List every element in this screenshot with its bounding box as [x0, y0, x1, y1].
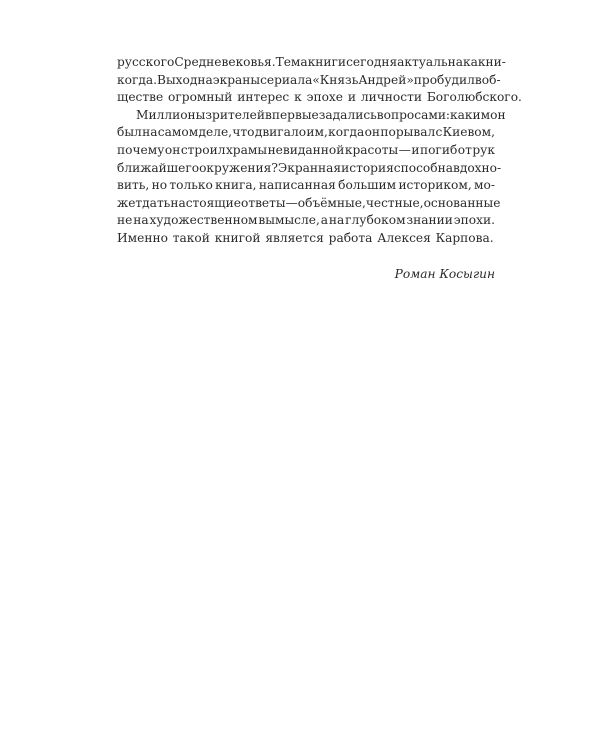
word: Андрей» — [358, 72, 414, 87]
word: на — [197, 72, 213, 87]
word: ответы — [240, 195, 286, 210]
word: когда. — [117, 72, 157, 87]
author-signature: Роман Косыгин — [394, 267, 495, 281]
word: вопросами: — [376, 107, 451, 122]
word: порывал — [380, 125, 436, 140]
word: сегодня — [346, 55, 398, 69]
word: вить, — [117, 178, 150, 193]
word: погиб — [419, 142, 458, 157]
word: и — [411, 142, 420, 157]
word: вдохно- — [452, 160, 502, 175]
word: история — [341, 160, 394, 175]
word: сериала — [260, 72, 313, 87]
word: что — [232, 125, 255, 140]
text-line — [117, 160, 502, 178]
word: он — [364, 125, 381, 140]
word: не — [117, 213, 133, 228]
text-line — [117, 212, 495, 230]
word: двигало — [254, 125, 307, 140]
word: невиданной — [267, 142, 345, 157]
word: Миллионы — [136, 107, 206, 122]
word: пробудил — [413, 72, 475, 87]
text-line — [117, 142, 495, 160]
word: деле, — [198, 125, 233, 140]
text-line — [117, 230, 495, 248]
word: от — [457, 142, 472, 157]
word: он — [490, 107, 506, 122]
word: экраны — [212, 72, 261, 87]
word: ни- — [485, 55, 506, 69]
word: был — [117, 125, 142, 140]
text-line — [117, 89, 522, 107]
body-text — [117, 54, 522, 248]
word: объёмные, — [297, 195, 366, 210]
word: Выход — [156, 72, 198, 87]
word: самом — [157, 125, 199, 140]
word: впервые — [264, 107, 319, 122]
paragraph-2 — [117, 107, 506, 248]
word: честные, — [365, 195, 424, 210]
word: основанные — [423, 195, 501, 210]
word: способна — [393, 160, 453, 175]
word: на — [328, 213, 345, 228]
word: на — [133, 213, 149, 228]
word: — — [398, 142, 411, 157]
word: историком, — [398, 178, 472, 193]
word: с — [435, 125, 443, 140]
word: когда — [328, 125, 365, 140]
word: глубоком — [345, 213, 406, 228]
word: ществе огромный интерес к эпохе и личности Боголюбского. — [117, 90, 522, 105]
word: Экранная — [277, 160, 342, 175]
word: книги — [307, 55, 347, 69]
word: рук — [472, 142, 495, 157]
text-line — [117, 107, 506, 125]
paragraph-1 — [117, 54, 522, 107]
word: а — [320, 213, 328, 228]
word: ближайшего — [117, 160, 200, 175]
word: храмы — [225, 142, 268, 157]
text-line — [117, 72, 501, 90]
word: настоящие — [170, 195, 241, 210]
word: каким — [450, 107, 491, 122]
word: знании — [406, 213, 453, 228]
word: в — [474, 72, 482, 87]
word: зрителей — [205, 107, 265, 122]
text-line — [117, 54, 506, 72]
word: на — [142, 125, 158, 140]
word: книга, — [215, 178, 257, 193]
word: им, — [306, 125, 328, 140]
text-line — [117, 124, 495, 142]
word: Средневековья. — [174, 55, 276, 69]
word: русского — [117, 55, 175, 69]
word: дать — [142, 195, 171, 210]
word: Киевом, — [442, 125, 495, 140]
word: Именно такой книгой является работа Алексея Карпова. — [117, 230, 494, 245]
word: строил — [180, 142, 226, 157]
text-line — [117, 195, 501, 213]
text-line — [117, 177, 495, 195]
word: художественном — [149, 213, 258, 228]
word: об- — [481, 72, 501, 87]
word: вымысле, — [258, 213, 320, 228]
word: актуальна — [397, 55, 463, 69]
word: большим — [338, 178, 397, 193]
word: «Князь — [312, 72, 359, 87]
word: написанная — [258, 178, 336, 193]
word: но — [151, 178, 168, 193]
word: эпохи. — [453, 213, 495, 228]
word: он — [164, 142, 181, 157]
word: задались — [318, 107, 377, 122]
word: красоты — [344, 142, 399, 157]
word: жет — [117, 195, 143, 210]
word: окружения? — [199, 160, 278, 175]
word: только — [169, 178, 213, 193]
word: мо- — [474, 178, 495, 193]
word: как — [462, 55, 486, 69]
word: — — [285, 195, 298, 210]
word: Тема — [275, 55, 308, 69]
word: почему — [117, 142, 165, 157]
